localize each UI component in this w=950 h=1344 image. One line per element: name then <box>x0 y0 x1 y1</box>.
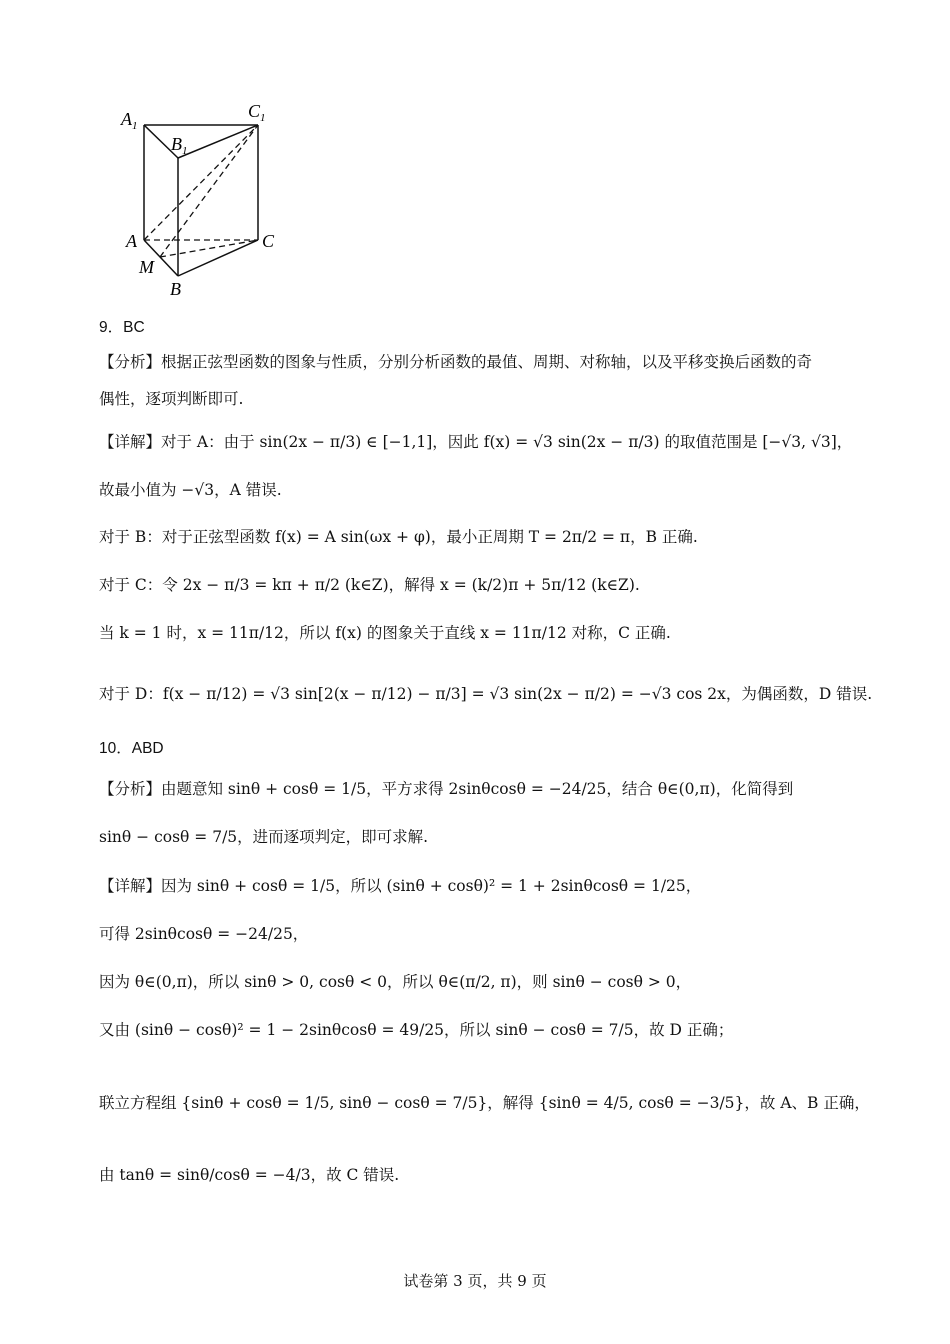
label-c1: $C_1$ <box>248 101 266 124</box>
label-m: M <box>139 257 154 277</box>
label-a1: $A_1$ <box>121 109 138 132</box>
label-b1: $B_1$ <box>171 134 188 157</box>
q10-title: 10．ABD <box>99 740 164 757</box>
q9-detail-d: 对于 D：f(x − π/12) = √3 sin[2(x − π/12) − π/3] = √3 sin(2x − π/2) = −√3 cos 2x，为偶函数，D 错误. <box>99 685 873 703</box>
q9-detail-b: 对于 B：对于正弦型函数 f(x) = A sin(ωx + φ)，最小正周期 T = 2π/2 = π，B 正确. <box>99 528 698 546</box>
q10-detail-2: 可得 2sinθcosθ = −24/25， <box>99 925 309 943</box>
q9-analysis-line2: 偶性，逐项判断即可. <box>99 390 244 408</box>
prism-figure <box>110 95 310 305</box>
label-c: C <box>262 231 275 251</box>
page-footer: 试卷第 3 页，共 9 页 <box>403 1272 547 1290</box>
q10-detail-4: 又由 (sinθ − cosθ)² = 1 − 2sinθcosθ = 49/25，所以 sinθ − cosθ = 7/5，故 D 正确； <box>99 1021 734 1039</box>
q10-detail-5: 联立方程组 {sinθ + cosθ = 1/5, sinθ − cosθ = 7/5}，解得 {sinθ = 4/5, cosθ = −3/5}，故 A、B 正确， <box>99 1094 870 1112</box>
q10-detail-6: 由 tanθ = sinθ/cosθ = −4/3，故 C 错误. <box>99 1166 400 1184</box>
q9-analysis-line1: 【分析】根据正弦型函数的图象与性质，分别分析函数的最值、周期、对称轴，以及平移变换后函数的奇 <box>99 353 813 371</box>
q10-analysis-line1: 【分析】由题意知 sinθ + cosθ = 1/5，平方求得 2sinθcosθ = −24/25，结合 θ∈(0,π)，化简得到 <box>99 780 794 798</box>
q9-title: 9．BC <box>99 319 145 336</box>
q9-detail-c: 对于 C：令 2x − π/3 = kπ + π/2 (k∈Z)，解得 x = (k/2)π + 5π/12 (k∈Z). <box>99 576 640 594</box>
q10-detail-1: 【详解】因为 sinθ + cosθ = 1/5，所以 (sinθ + cosθ)² = 1 + 2sinθcosθ = 1/25， <box>99 877 702 895</box>
q9-detail-a: 【详解】对于 A：由于 sin(2x − π/3) ∈ [−1,1]，因此 f(x) = √3 sin(2x − π/3) 的取值范围是 [−√3, √3]， <box>99 433 853 451</box>
q10-analysis-line2: sinθ − cosθ = 7/5，进而逐项判定，即可求解. <box>99 828 429 846</box>
q9-detail-c2: 当 k = 1 时，x = 11π/12，所以 f(x) 的图象关于直线 x = 11π/12 对称，C 正确. <box>99 624 671 642</box>
q10-detail-3: 因为 θ∈(0,π)，所以 sinθ > 0, cosθ < 0，所以 θ∈(π/2, π)，则 sinθ − cosθ > 0， <box>99 973 692 991</box>
q9-detail-a2: 故最小值为 −√3，A 错误. <box>99 481 282 499</box>
label-a: A <box>126 231 137 251</box>
label-b: B <box>170 279 181 299</box>
